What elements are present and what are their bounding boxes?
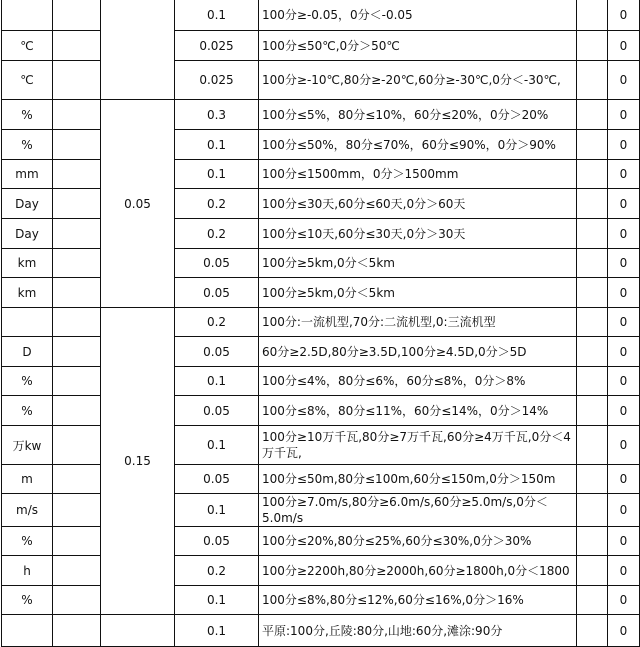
formula-cell: 60分≥2.5D,80分≥3.5D,100分≥4.5D,0分＞5D xyxy=(259,337,577,367)
weight-cell: 0.05 xyxy=(175,249,259,278)
score-cell: 0 xyxy=(608,465,640,494)
formula-cell: 100分≤20%,80分≤25%,60分≤30%,0分＞30% xyxy=(259,527,577,556)
table-row xyxy=(2,586,640,615)
blank-cell xyxy=(53,160,101,189)
table-row xyxy=(2,278,640,308)
unit-cell: % xyxy=(2,396,53,426)
table-row xyxy=(2,0,640,31)
blank-cell xyxy=(53,465,101,494)
formula-cell: 100分≤50m,80分≤100m,60分≤150m,0分＞150m xyxy=(259,465,577,494)
score-cell: 0 xyxy=(608,100,640,130)
unit-cell xyxy=(2,308,53,337)
table-row xyxy=(2,396,640,426)
formula-cell: 平原:100分,丘陵:80分,山地:60分,滩涂:90分 xyxy=(259,615,577,647)
formula-cell: 100分≤4%，80分≤6%，60分≤8%，0分＞8% xyxy=(259,367,577,396)
blank-cell xyxy=(577,426,608,465)
unit-cell: % xyxy=(2,100,53,130)
table-row xyxy=(2,130,640,160)
unit-cell: km xyxy=(2,249,53,278)
weight-cell: 0.2 xyxy=(175,556,259,586)
blank-cell xyxy=(577,249,608,278)
table-row xyxy=(2,308,640,337)
score-cell: 0 xyxy=(608,219,640,249)
table-row xyxy=(2,61,640,100)
unit-cell: mm xyxy=(2,160,53,189)
blank-cell xyxy=(577,337,608,367)
weight-cell: 0.1 xyxy=(175,615,259,647)
score-cell: 0 xyxy=(608,615,640,647)
score-cell: 0 xyxy=(608,249,640,278)
unit-cell: ℃ xyxy=(2,31,53,61)
formula-cell: 100分≤30天,60分≤60天,0分＞60天 xyxy=(259,189,577,219)
unit-cell xyxy=(2,0,53,31)
formula-cell: 100分≥-0.05，0分＜-0.05 xyxy=(259,0,577,31)
formula-cell: 100分≤10天,60分≤30天,0分＞30天 xyxy=(259,219,577,249)
unit-cell: % xyxy=(2,130,53,160)
formula-cell: 100分≤50℃,0分＞50℃ xyxy=(259,31,577,61)
group-weight-cell xyxy=(101,615,175,647)
blank-cell xyxy=(577,615,608,647)
unit-cell: m xyxy=(2,465,53,494)
table-row xyxy=(2,426,640,465)
blank-cell xyxy=(53,367,101,396)
weight-cell: 0.025 xyxy=(175,31,259,61)
blank-cell xyxy=(577,308,608,337)
formula-cell: 100分≤5%，80分≤10%，60分≤20%，0分＞20% xyxy=(259,100,577,130)
blank-cell xyxy=(53,278,101,308)
blank-cell xyxy=(53,219,101,249)
blank-cell xyxy=(53,100,101,130)
blank-cell xyxy=(53,586,101,615)
unit-cell: Day xyxy=(2,219,53,249)
blank-cell xyxy=(577,586,608,615)
weight-cell: 0.05 xyxy=(175,465,259,494)
unit-cell xyxy=(2,615,53,647)
unit-cell: D xyxy=(2,337,53,367)
blank-cell xyxy=(577,367,608,396)
weight-cell: 0.1 xyxy=(175,160,259,189)
table-row xyxy=(2,337,640,367)
formula-cell: 100分≥5km,0分＜5km xyxy=(259,278,577,308)
score-cell: 0 xyxy=(608,426,640,465)
blank-cell xyxy=(53,426,101,465)
weight-cell: 0.3 xyxy=(175,100,259,130)
score-cell: 0 xyxy=(608,494,640,527)
unit-cell: % xyxy=(2,367,53,396)
score-cell: 0 xyxy=(608,31,640,61)
formula-cell: 100分≥10万千瓦,80分≥7万千瓦,60分≥4万千瓦,0分＜4万千瓦, xyxy=(259,426,577,465)
table-row xyxy=(2,527,640,556)
scoring-table xyxy=(1,0,640,647)
blank-cell xyxy=(577,189,608,219)
blank-cell xyxy=(53,308,101,337)
score-cell: 0 xyxy=(608,367,640,396)
table-row xyxy=(2,219,640,249)
unit-cell: ℃ xyxy=(2,61,53,100)
score-cell: 0 xyxy=(608,527,640,556)
unit-cell: % xyxy=(2,527,53,556)
blank-cell xyxy=(577,219,608,249)
unit-cell: h xyxy=(2,556,53,586)
blank-cell xyxy=(577,527,608,556)
score-cell: 0 xyxy=(608,337,640,367)
blank-cell xyxy=(577,556,608,586)
weight-cell: 0.05 xyxy=(175,337,259,367)
score-cell: 0 xyxy=(608,278,640,308)
table-row xyxy=(2,31,640,61)
score-cell: 0 xyxy=(608,586,640,615)
score-cell: 0 xyxy=(608,556,640,586)
score-cell: 0 xyxy=(608,160,640,189)
weight-cell: 0.2 xyxy=(175,189,259,219)
blank-cell xyxy=(577,130,608,160)
blank-cell xyxy=(53,61,101,100)
score-cell: 0 xyxy=(608,61,640,100)
blank-cell xyxy=(577,61,608,100)
table-row xyxy=(2,615,640,647)
formula-cell: 100分≥7.0m/s,80分≥6.0m/s,60分≥5.0m/s,0分＜5.0m/s xyxy=(259,494,577,527)
group-weight-cell xyxy=(101,0,175,100)
blank-cell xyxy=(53,527,101,556)
blank-cell xyxy=(577,494,608,527)
blank-cell xyxy=(53,494,101,527)
score-cell: 0 xyxy=(608,189,640,219)
weight-cell: 0.05 xyxy=(175,278,259,308)
table-row xyxy=(2,249,640,278)
score-cell: 0 xyxy=(608,308,640,337)
blank-cell xyxy=(53,0,101,31)
weight-cell: 0.2 xyxy=(175,219,259,249)
blank-cell xyxy=(577,31,608,61)
formula-cell: 100分≥2200h,80分≥2000h,60分≥1800h,0分＜1800 xyxy=(259,556,577,586)
table-row xyxy=(2,367,640,396)
unit-cell: % xyxy=(2,586,53,615)
weight-cell: 0.1 xyxy=(175,426,259,465)
weight-cell: 0.05 xyxy=(175,396,259,426)
formula-cell: 100分≥-10℃,80分≥-20℃,60分≥-30℃,0分＜-30℃, xyxy=(259,61,577,100)
unit-cell: Day xyxy=(2,189,53,219)
unit-cell: m/s xyxy=(2,494,53,527)
blank-cell xyxy=(577,160,608,189)
table-row xyxy=(2,100,640,130)
blank-cell xyxy=(53,189,101,219)
weight-cell: 0.1 xyxy=(175,367,259,396)
weight-cell: 0.025 xyxy=(175,61,259,100)
table-row xyxy=(2,494,640,527)
blank-cell xyxy=(577,278,608,308)
table-row xyxy=(2,465,640,494)
weight-cell: 0.05 xyxy=(175,527,259,556)
blank-cell xyxy=(53,556,101,586)
score-cell: 0 xyxy=(608,0,640,31)
weight-cell: 0.1 xyxy=(175,0,259,31)
formula-cell: 100分:一流机型,70分:二流机型,0:三流机型 xyxy=(259,308,577,337)
table-row xyxy=(2,160,640,189)
blank-cell xyxy=(577,396,608,426)
blank-cell xyxy=(53,130,101,160)
weight-cell: 0.1 xyxy=(175,586,259,615)
formula-cell: 100分≤8%，80分≤11%，60分≤14%，0分＞14% xyxy=(259,396,577,426)
weight-cell: 0.1 xyxy=(175,494,259,527)
blank-cell xyxy=(577,0,608,31)
weight-cell: 0.2 xyxy=(175,308,259,337)
blank-cell xyxy=(577,465,608,494)
blank-cell xyxy=(53,31,101,61)
group-weight-cell: 0.05 xyxy=(101,100,175,308)
formula-cell: 100分≤50%，80分≤70%，60分≤90%，0分＞90% xyxy=(259,130,577,160)
formula-cell: 100分≥5km,0分＜5km xyxy=(259,249,577,278)
blank-cell xyxy=(53,337,101,367)
table-row xyxy=(2,189,640,219)
formula-cell: 100分≤8%,80分≤12%,60分≤16%,0分＞16% xyxy=(259,586,577,615)
blank-cell xyxy=(53,396,101,426)
unit-cell: km xyxy=(2,278,53,308)
blank-cell xyxy=(577,100,608,130)
score-cell: 0 xyxy=(608,396,640,426)
blank-cell xyxy=(53,615,101,647)
weight-cell: 0.1 xyxy=(175,130,259,160)
unit-cell: 万kw xyxy=(2,426,53,465)
table-row xyxy=(2,556,640,586)
blank-cell xyxy=(53,249,101,278)
score-cell: 0 xyxy=(608,130,640,160)
formula-cell: 100分≤1500mm，0分＞1500mm xyxy=(259,160,577,189)
group-weight-cell: 0.15 xyxy=(101,308,175,615)
